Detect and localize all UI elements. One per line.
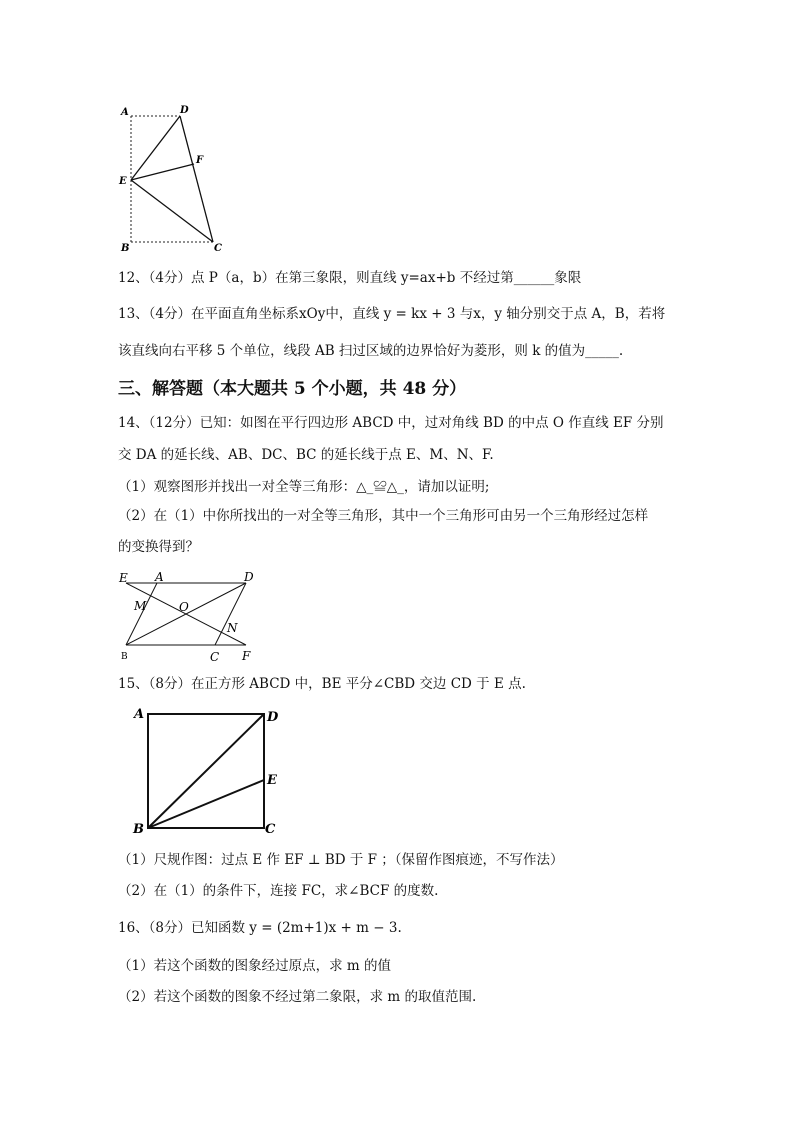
label-e: E <box>119 176 127 187</box>
label-d: D <box>244 570 254 584</box>
question-15-line-3: （2）在（1）的条件下，连接 FC，求∠BCF 的度数. <box>118 883 439 899</box>
question-16-line-2: （1）若这个函数的图象经过原点，求 m 的值 <box>118 958 391 974</box>
question-14-line-4: （2）在（1）中你所找出的一对全等三角形，其中一个三角形可由另一个三角形经过怎样 <box>118 508 649 524</box>
label-f: F <box>242 649 251 663</box>
question-13-line-1: 13、（4分）在平面直角坐标系xOy中，直线 y = kx + 3 与x，y 轴分别交于点 A，B，若将 <box>118 306 666 322</box>
section-heading: 三、解答题（本大题共 5 个小题，共 48 分） <box>118 379 467 399</box>
edge-ab <box>126 583 157 645</box>
label-b: B <box>133 822 144 837</box>
question-15-line-2: （1）尺规作图：过点 E 作 EF ⊥ BD 于 F ；（保留作图痕迹，不写作法） <box>118 852 564 868</box>
label-f: F <box>196 155 204 166</box>
question-12: 12、（4分）点 P（a，b）在第三象限，则直线 y=ax+b 不经过第______象限 <box>118 270 582 286</box>
diagonal-bd <box>148 714 264 828</box>
label-m: M <box>134 599 147 613</box>
label-c: C <box>210 650 220 664</box>
bisector-be <box>148 780 264 828</box>
label-e: E <box>119 571 128 585</box>
edge-ec <box>131 180 213 242</box>
label-b: B <box>121 652 128 662</box>
label-c: C <box>265 822 276 837</box>
label-a: A <box>155 570 164 584</box>
label-b: B <box>121 243 130 254</box>
question-14-line-3: （1）观察图形并找出一对全等三角形：△_≌△_，请加以证明; <box>118 479 490 495</box>
figure-square-abcd <box>130 700 290 840</box>
question-16-line-3: （2）若这个函数的图象不经过第二象限，求 m 的取值范围. <box>118 989 477 1005</box>
question-13-line-2: 该直线向右平移 5 个单位，线段 AB 扫过区域的边界恰好为菱形，则 k 的值为_____. <box>118 343 624 359</box>
label-a: A <box>121 107 129 118</box>
edge-dc <box>180 116 213 242</box>
label-o: O <box>179 600 189 614</box>
label-c: C <box>214 243 222 254</box>
label-d: D <box>267 710 279 725</box>
figure-triangle-aefdc <box>110 100 230 260</box>
question-15-line-1: 15、（8分）在正方形 ABCD 中，BE 平分∠CBD 交边 CD 于 E 点. <box>118 676 526 692</box>
label-d: D <box>180 105 189 116</box>
label-e: E <box>267 773 277 788</box>
question-16-line-1: 16、（8分）已知函数 y = (2m+1)x + m − 3. <box>118 920 402 936</box>
question-14-line-5: 的变换得到？ <box>118 539 199 555</box>
edge-dc <box>215 583 246 645</box>
label-n: N <box>227 621 238 635</box>
figure-parallelogram <box>112 568 272 664</box>
label-a: A <box>134 707 145 722</box>
question-14-line-1: 14、（12分）已知：如图在平行四边形 ABCD 中，过对角线 BD 的中点 O 作直线 EF 分别 <box>118 415 664 431</box>
question-14-line-2: 交 DA 的延长线、AB、DC、BC 的延长线于点 E、M、N、F. <box>118 447 494 463</box>
edge-ed <box>131 116 180 180</box>
edge-ef <box>131 164 194 180</box>
